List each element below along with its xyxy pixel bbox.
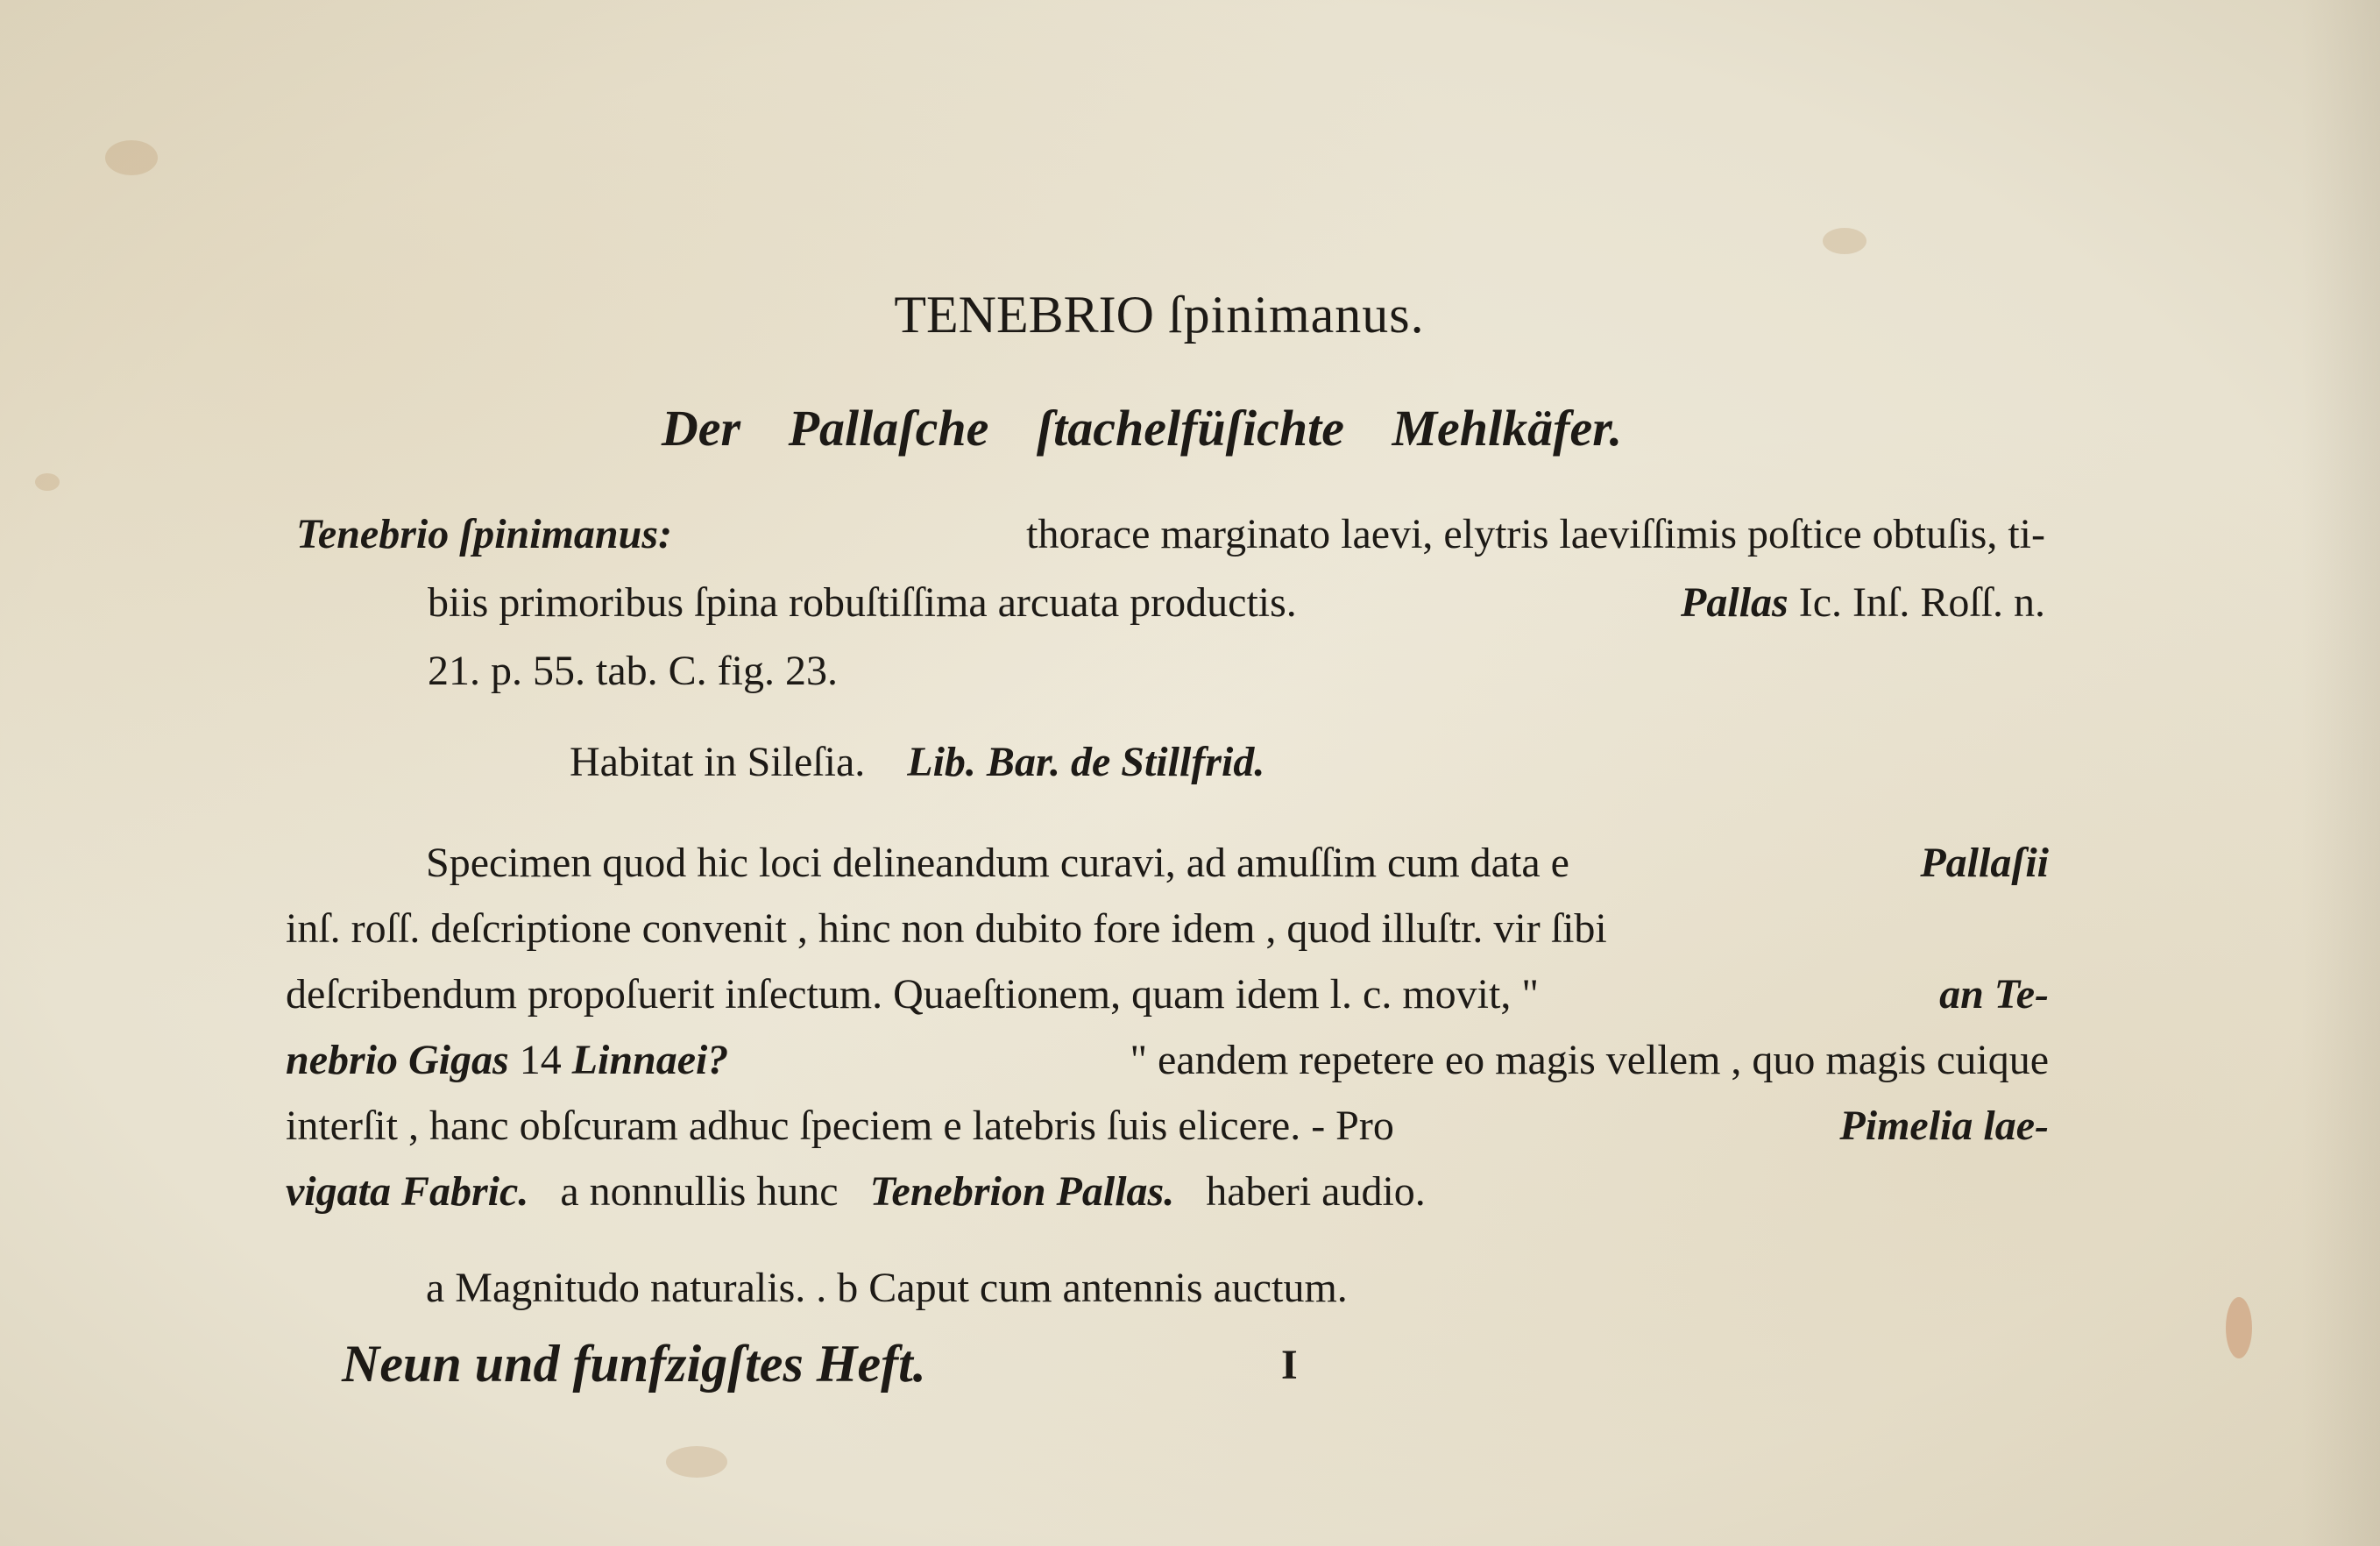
paragraph-text: deſcribendum propoſuerit inſectum. Quaeſtionem, quam idem l. c. movit, " xyxy=(286,971,1539,1018)
paragraph-line-5 xyxy=(286,1100,2049,1152)
collector-name: Lib. Bar. de Stillfrid. xyxy=(907,739,1265,785)
genus-name: TENEBRIO xyxy=(894,286,1154,344)
reference-text: Ic. Inſ. Roſſ. n. xyxy=(1798,579,2045,626)
paragraph-italic: Tenebrion Pallas. xyxy=(869,1168,1175,1215)
paper-stain xyxy=(2226,1297,2252,1358)
paper-stain xyxy=(105,140,158,175)
german-title: Der Pallaſche ſtachelfüſichte Mehlkäfer. xyxy=(661,400,1623,457)
diagnosis-text: thorace marginato laevi, elytris laeviſſimis poſtice obtuſis, ti- xyxy=(1026,511,2045,557)
paragraph-line-2 xyxy=(286,903,2049,955)
diagnosis-name: Tenebrio ſpinimanus: xyxy=(296,511,672,557)
species-heading xyxy=(0,285,2349,345)
page-number: I xyxy=(1281,1342,1298,1388)
author-name: Pallas xyxy=(1681,579,1789,626)
paragraph-line-3 xyxy=(286,968,2049,1021)
paragraph-italic: Linnaei? xyxy=(571,1037,729,1083)
paragraph-text: inſ. roſſ. deſcriptione convenit , hinc non dubito fore idem , quod illuſtr. vir ſibi xyxy=(286,905,1607,952)
signature-line: Neun und funfzigſtes Heft. xyxy=(342,1335,926,1393)
figure-caption: a Magnitudo naturalis. . b Caput cum antennis auctum. xyxy=(426,1265,1348,1311)
paragraph-italic: nebrio Gigas xyxy=(286,1037,509,1083)
habitat-line xyxy=(570,736,1264,789)
paper-stain xyxy=(1823,228,1866,254)
paragraph-italic: an Te- xyxy=(1939,971,2049,1018)
paragraph-number: 14 xyxy=(519,1037,562,1083)
paragraph-italic: Pallaſii xyxy=(1920,840,2049,886)
diagnosis-line-2 xyxy=(428,577,2045,629)
page-edge-shadow xyxy=(2301,0,2380,1546)
paragraph-italic: Pimelia lae- xyxy=(1839,1103,2049,1149)
diagnosis-line-3: 21. p. 55. tab. C. fig. 23. xyxy=(428,648,838,694)
paragraph-line-6 xyxy=(286,1166,1426,1218)
paragraph-text: a nonnullis hunc xyxy=(560,1168,839,1215)
paper-stain xyxy=(35,473,60,491)
paragraph-italic: vigata Fabric. xyxy=(286,1168,529,1215)
paragraph-text: " eandem repetere eo magis vellem , quo magis cuique xyxy=(1130,1037,2049,1083)
paragraph-text: Specimen quod hic loci delineandum curavi, ad amuſſim cum data e xyxy=(426,840,1569,886)
paragraph-text: haberi audio. xyxy=(1206,1168,1426,1215)
species-name: ſpinimanus. xyxy=(1167,286,1425,344)
diagnosis-text: biis primoribus ſpina robuſtiſſima arcuata productis. xyxy=(428,579,1297,626)
diagnosis-line-1 xyxy=(296,508,2045,561)
paragraph-text: interſit , hanc obſcuram adhuc ſpeciem e latebris ſuis elicere. - Pro xyxy=(286,1103,1394,1149)
paragraph-line-1 xyxy=(426,837,2049,890)
habitat-text: Habitat in Sileſia. xyxy=(570,739,866,785)
paper-stain xyxy=(666,1446,727,1478)
paragraph-line-4 xyxy=(286,1034,2049,1087)
